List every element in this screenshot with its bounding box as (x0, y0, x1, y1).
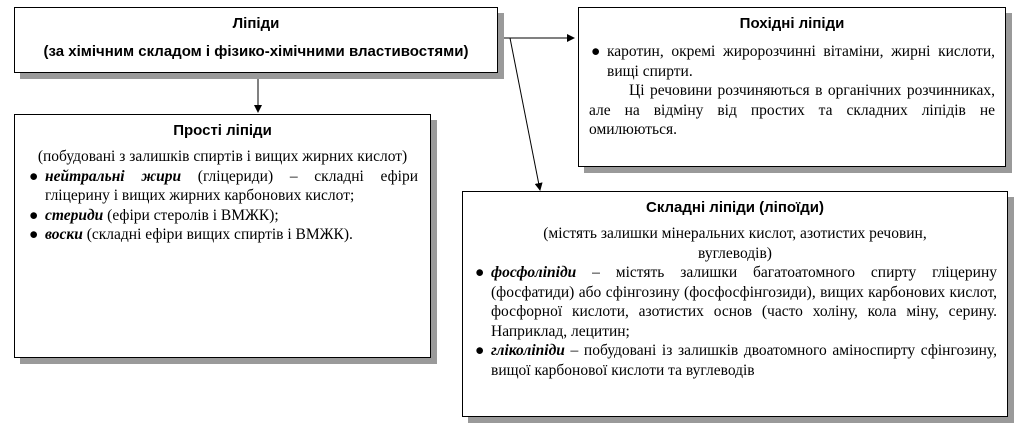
item-term: стериди (45, 206, 104, 224)
bullet-icon: ● (591, 43, 601, 60)
bullet-icon: ● (475, 342, 485, 359)
list-item (473, 263, 997, 341)
list-item (27, 225, 418, 245)
item-text: (гліцериди) – складні ефіри гліцерину і вищих жирних карбонових кислот; (45, 167, 418, 204)
simple-lipids-list (27, 167, 418, 245)
bullet-icon: ● (29, 206, 39, 224)
derived-lipids-note: Ці речовини розчиняються в органічних розчинниках, але на відміну від простих та складних ліпідів не омилюються. (589, 82, 995, 138)
simple-lipids-box (14, 114, 431, 358)
root-box (14, 7, 498, 73)
bullet-icon: ● (29, 226, 39, 243)
item-text: – побудовані із залишків двоатомного аміноспирту сфінгозину, вищої карбонової кислоти та вуглеводів (491, 342, 997, 379)
bullet-icon: ● (29, 167, 39, 185)
item-term: воски (45, 226, 83, 243)
item-term: гліколіпіди (491, 342, 565, 359)
list-item (589, 42, 995, 81)
item-term: нейтральні жири (45, 167, 182, 185)
complex-lipids-box (462, 191, 1008, 417)
item-term: фосфоліпіди (491, 264, 577, 281)
item-text: – містять залишки багатоатомного спирту гліцерину (фосфатиди) або сфінгозину (фосфосфінгозиди), вищих карбонових кислот, фосфорної кислоти, азотистих основ (часто холіну, кола міну, серину. Наприклад, лецитин; (491, 264, 997, 340)
list-item (473, 341, 997, 380)
item-text: (складні ефіри вищих спиртів і ВМЖК). (82, 226, 353, 243)
item-text: каротин, окремі жиророзчинні вітаміни, жирні кислоти, вищі спирти. (607, 43, 995, 80)
root-title: Ліпіди (232, 15, 280, 32)
bullet-icon: ● (475, 264, 485, 281)
derived-lipids-box (578, 7, 1006, 167)
complex-lipids-list (473, 263, 997, 380)
derived-lipids-list (589, 42, 995, 81)
root-subtitle: (за хімічним складом і фізико-хімічними властивостями) (43, 43, 469, 60)
simple-lipids-title: Прості ліпіди (173, 122, 272, 139)
complex-lipids-subtitle: (містять залишки мінеральних кислот, азотистих речовин, вуглеводів) (543, 225, 927, 262)
arrow-root-to-complex (510, 38, 540, 190)
list-item (27, 167, 418, 206)
simple-lipids-subtitle: (побудовані з залишків спиртів і вищих жирних кислот) (37, 148, 408, 165)
complex-lipids-title: Складні ліпіди (ліпоїди) (645, 199, 824, 216)
list-item (27, 206, 418, 226)
derived-lipids-title: Похідні ліпіди (739, 15, 845, 32)
item-text: (ефіри стеролів і ВМЖК); (103, 206, 279, 224)
